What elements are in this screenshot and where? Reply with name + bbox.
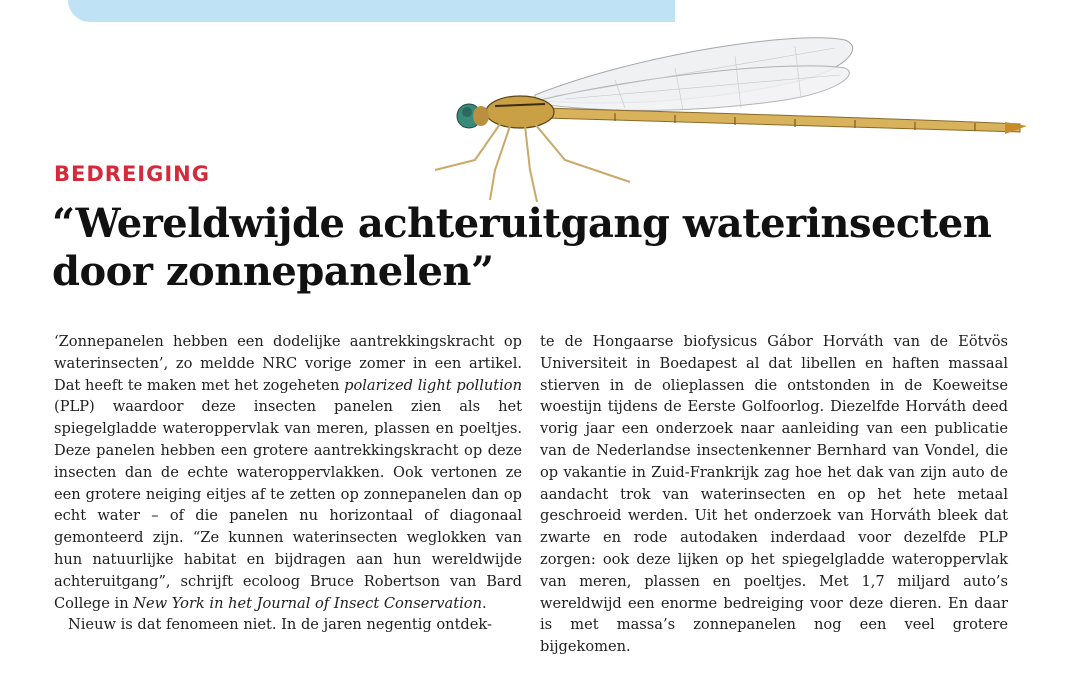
paragraph-1-italic-a: polarized light pollution	[344, 376, 522, 394]
article-column-right	[540, 331, 1008, 658]
headline-line-1: “Wereldwijde achteruitgang waterinsecten	[52, 200, 992, 247]
top-banner	[68, 0, 675, 22]
paragraph-1-italic-b: New York in het Journal of Insect Conservation	[133, 594, 482, 612]
article-column-left	[54, 331, 522, 636]
damselfly-image	[415, 20, 1035, 220]
section-kicker: BEDREIGING	[54, 162, 210, 186]
paragraph-1-text-b: (PLP) waardoor deze insecten panelen zien als het spiegelgladde wateroppervlak van meren, plassen en poeltjes. Deze panelen hebben een grotere aantrekkingskracht op deze insecten dan de echte wateroppervlakken. Ook vertonen ze een grotere neiging eitjes af te zetten op zonnepanelen dan op echt water – of die panelen nu horizontaal of diagonaal gemonteerd zijn. “Ze kunnen waterinsecten weglokken van hun natuurlijke habitat en bijdragen aan hun wereldwijde achteruitgang”, schrijft ecoloog Bruce Robertson van Bard College in	[54, 398, 522, 612]
paragraph-3: te de Hongaarse biofysicus Gábor Horváth van de Eötvös Universiteit in Boedapest al dat libellen en haften massaal stierven in de olieplassen die ontstonden in de Koeweitse woestijn tijdens de Eerste Golfoorlog. Diezelfde Horváth deed vorig jaar een onderzoek naar aanleiding van een publicatie van de Nederlandse insectenkenner Bernhard van Vondel, die op vakantie in Zuid-Frankrijk zag hoe het dak van zijn auto de aandacht trok van waterinsecten en op het hete metaal geschroeid werden. Uit het onderzoek van Horváth bleek dat zwarte en rode autodaken inderdaad voor dezelfde PLP zorgen: ook deze lijken op het spiegelgladde wateroppervlak van meren, plassen en poeltjes. Met 1,7 miljard auto’s wereldwijd een enorme bedreiging voor deze dieren. En daar is met massa’s zonnepanelen nog een veel grotere bijgekomen.	[540, 333, 1008, 656]
article-headline	[52, 200, 1052, 296]
headline-line-2: door zonnepanelen”	[52, 248, 494, 295]
paragraph-1-text-a: ‘Zonnepanelen hebben een dodelijke aantrekkingskracht op waterinsecten’, zo meldde NRC vorige zomer in een artikel. Dat heeft te maken met het zogeheten	[54, 333, 522, 394]
paragraph-1-text-c: .	[481, 594, 487, 612]
paragraph-1	[54, 331, 522, 614]
paragraph-2: Nieuw is dat fenomeen niet. In de jaren negentig ontdek-	[68, 616, 492, 634]
